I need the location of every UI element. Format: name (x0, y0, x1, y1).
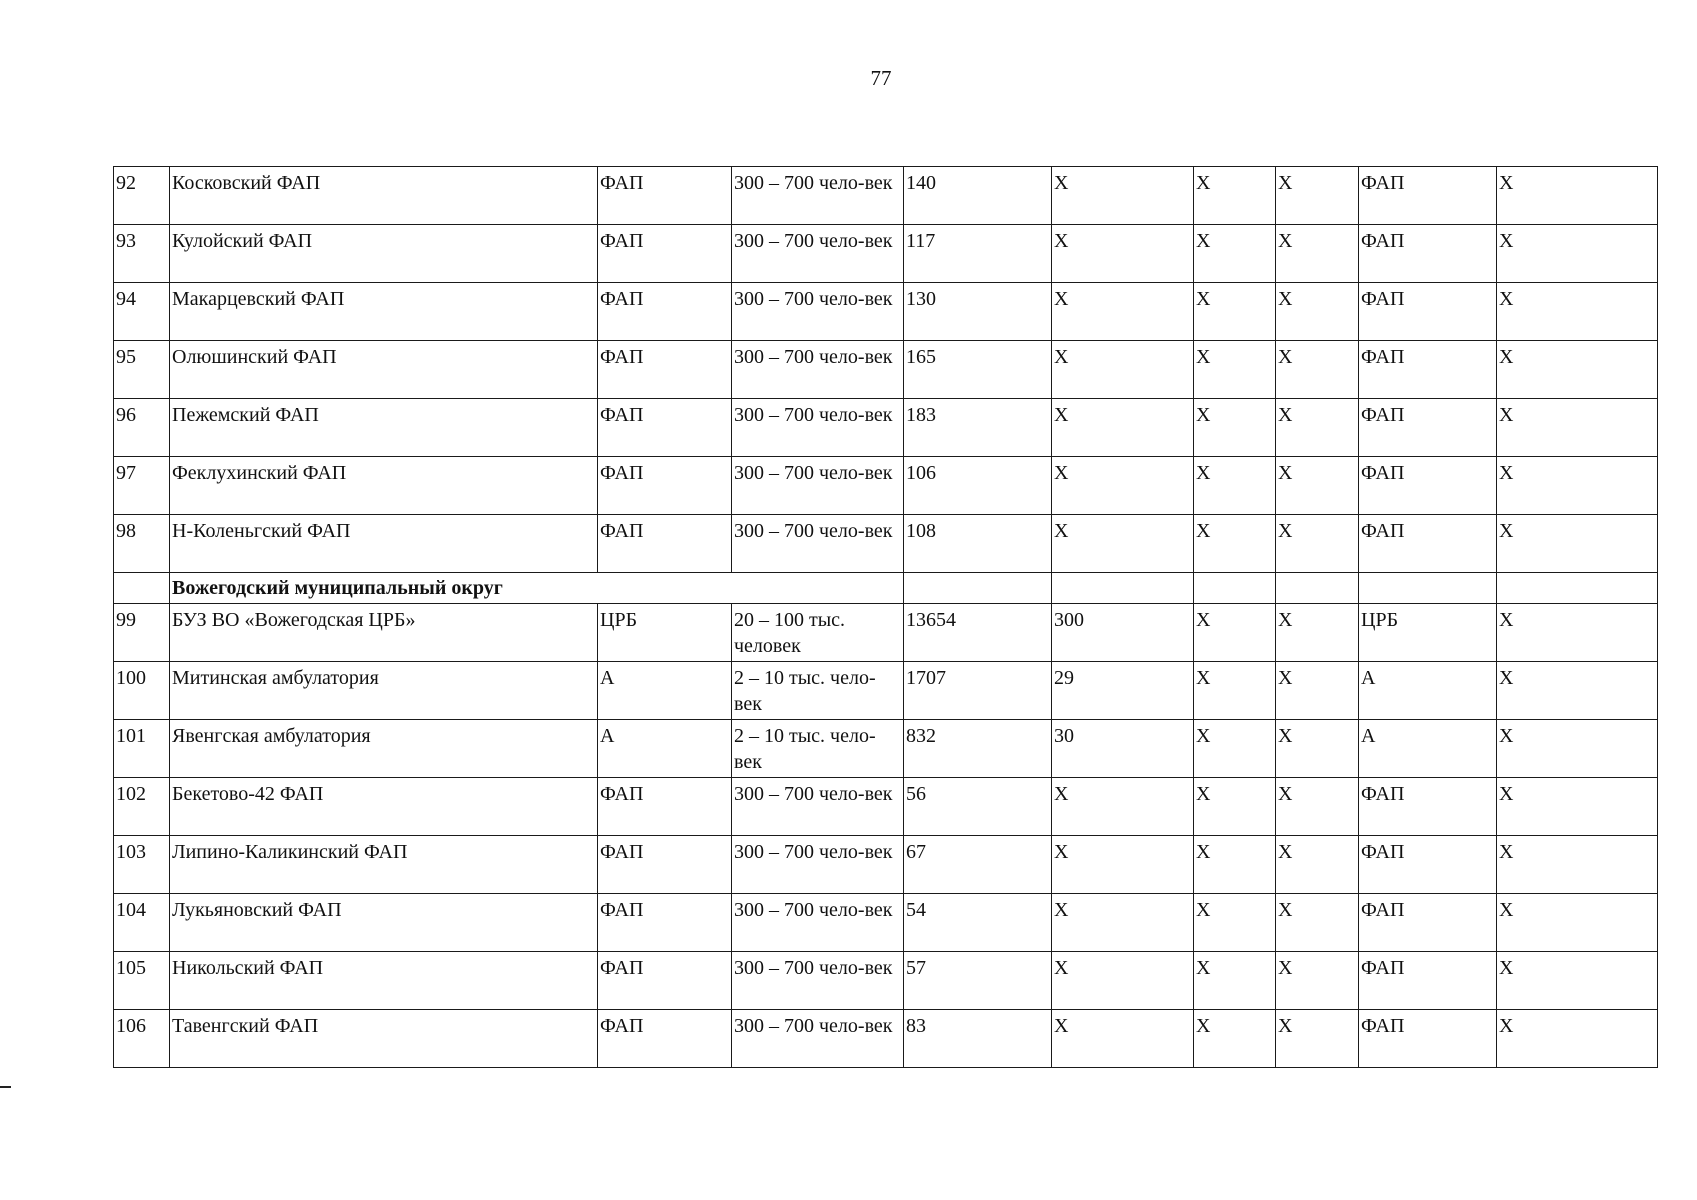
population-range-cell: 300 – 700 чело-век (732, 457, 904, 515)
value-cell-5: 130 (904, 283, 1052, 341)
value-cell-6: Х (1052, 283, 1194, 341)
value-cell-5: 54 (904, 894, 1052, 952)
value-cell-10: Х (1497, 894, 1658, 952)
value-cell-6: Х (1052, 952, 1194, 1010)
value-cell-6: Х (1052, 341, 1194, 399)
table-row (114, 952, 1658, 1010)
value-cell-8: Х (1276, 457, 1359, 515)
facility-type-cell: ФАП (598, 167, 732, 225)
facility-name-cell: Косковский ФАП (170, 167, 598, 225)
value-cell-6: Х (1052, 894, 1194, 952)
value-cell-6: Х (1052, 457, 1194, 515)
value-cell-9: ФАП (1359, 283, 1497, 341)
facility-type-cell: ФАП (598, 952, 732, 1010)
value-cell-8: Х (1276, 894, 1359, 952)
value-cell-10: Х (1497, 399, 1658, 457)
facility-name-cell: БУЗ ВО «Вожегодская ЦРБ» (170, 604, 598, 662)
row-number-cell: 104 (114, 894, 170, 952)
value-cell-6: 30 (1052, 720, 1194, 778)
facility-type-cell: ФАП (598, 283, 732, 341)
value-cell-10: Х (1497, 225, 1658, 283)
empty-cell (1194, 573, 1276, 604)
facilities-table (113, 166, 1658, 1068)
value-cell-6: Х (1052, 515, 1194, 573)
population-range-cell: 300 – 700 чело-век (732, 894, 904, 952)
facility-name-cell: Бекетово-42 ФАП (170, 778, 598, 836)
value-cell-10: Х (1497, 778, 1658, 836)
row-number-cell: 99 (114, 604, 170, 662)
value-cell-7: Х (1194, 283, 1276, 341)
empty-cell (1276, 573, 1359, 604)
value-cell-5: 832 (904, 720, 1052, 778)
value-cell-9: ФАП (1359, 399, 1497, 457)
margin-mark (0, 1086, 11, 1088)
facility-type-cell: ФАП (598, 515, 732, 573)
value-cell-8: Х (1276, 662, 1359, 720)
value-cell-8: Х (1276, 341, 1359, 399)
table-row (114, 720, 1658, 778)
value-cell-10: Х (1497, 836, 1658, 894)
row-number-cell: 105 (114, 952, 170, 1010)
facility-type-cell: ФАП (598, 894, 732, 952)
value-cell-7: Х (1194, 225, 1276, 283)
facility-name-cell: Явенгская амбулатория (170, 720, 598, 778)
table-row (114, 662, 1658, 720)
value-cell-8: Х (1276, 720, 1359, 778)
facility-type-cell: ФАП (598, 836, 732, 894)
value-cell-7: Х (1194, 778, 1276, 836)
facility-name-cell: Олюшинский ФАП (170, 341, 598, 399)
population-range-cell: 300 – 700 чело-век (732, 341, 904, 399)
value-cell-5: 83 (904, 1010, 1052, 1068)
value-cell-8: Х (1276, 167, 1359, 225)
value-cell-5: 140 (904, 167, 1052, 225)
row-number-cell: 103 (114, 836, 170, 894)
facility-type-cell: ФАП (598, 399, 732, 457)
empty-cell (114, 573, 170, 604)
population-range-cell: 300 – 700 чело-век (732, 1010, 904, 1068)
facility-name-cell: Лукьяновский ФАП (170, 894, 598, 952)
value-cell-7: Х (1194, 952, 1276, 1010)
table-row (114, 836, 1658, 894)
value-cell-7: Х (1194, 457, 1276, 515)
value-cell-9: ФАП (1359, 167, 1497, 225)
value-cell-7: Х (1194, 720, 1276, 778)
row-number-cell: 97 (114, 457, 170, 515)
value-cell-6: 300 (1052, 604, 1194, 662)
row-number-cell: 102 (114, 778, 170, 836)
facility-name-cell: Пежемский ФАП (170, 399, 598, 457)
empty-cell (1359, 573, 1497, 604)
value-cell-8: Х (1276, 225, 1359, 283)
table-row (114, 604, 1658, 662)
value-cell-7: Х (1194, 167, 1276, 225)
table-row (114, 167, 1658, 225)
empty-cell (1497, 573, 1658, 604)
value-cell-9: ФАП (1359, 836, 1497, 894)
value-cell-10: Х (1497, 341, 1658, 399)
section-title: Вожегодский муниципальный округ (170, 573, 904, 604)
value-cell-8: Х (1276, 515, 1359, 573)
population-range-cell: 300 – 700 чело-век (732, 167, 904, 225)
value-cell-9: ФАП (1359, 225, 1497, 283)
row-number-cell: 96 (114, 399, 170, 457)
table-row (114, 399, 1658, 457)
row-number-cell: 101 (114, 720, 170, 778)
value-cell-7: Х (1194, 399, 1276, 457)
value-cell-8: Х (1276, 283, 1359, 341)
population-range-cell: 300 – 700 чело-век (732, 283, 904, 341)
value-cell-10: Х (1497, 457, 1658, 515)
value-cell-8: Х (1276, 836, 1359, 894)
section-row (114, 573, 1658, 604)
value-cell-7: Х (1194, 1010, 1276, 1068)
value-cell-10: Х (1497, 283, 1658, 341)
value-cell-6: 29 (1052, 662, 1194, 720)
table-row (114, 457, 1658, 515)
value-cell-5: 56 (904, 778, 1052, 836)
value-cell-7: Х (1194, 604, 1276, 662)
table-row (114, 341, 1658, 399)
value-cell-7: Х (1194, 341, 1276, 399)
population-range-cell: 300 – 700 чело-век (732, 778, 904, 836)
facility-type-cell: ФАП (598, 778, 732, 836)
table-body (114, 167, 1658, 1068)
population-range-cell: 20 – 100 тыс. человек (732, 604, 904, 662)
empty-cell (1052, 573, 1194, 604)
value-cell-9: ФАП (1359, 457, 1497, 515)
facility-name-cell: Тавенгский ФАП (170, 1010, 598, 1068)
value-cell-6: Х (1052, 1010, 1194, 1068)
value-cell-9: А (1359, 662, 1497, 720)
value-cell-10: Х (1497, 604, 1658, 662)
row-number-cell: 94 (114, 283, 170, 341)
value-cell-7: Х (1194, 662, 1276, 720)
value-cell-6: Х (1052, 399, 1194, 457)
facility-name-cell: Митинская амбулатория (170, 662, 598, 720)
population-range-cell: 300 – 700 чело-век (732, 225, 904, 283)
value-cell-6: Х (1052, 167, 1194, 225)
value-cell-10: Х (1497, 167, 1658, 225)
value-cell-10: Х (1497, 515, 1658, 573)
empty-cell (904, 573, 1052, 604)
facility-name-cell: Кулойский ФАП (170, 225, 598, 283)
facility-type-cell: ФАП (598, 225, 732, 283)
table-row (114, 225, 1658, 283)
value-cell-6: Х (1052, 225, 1194, 283)
value-cell-9: ФАП (1359, 952, 1497, 1010)
population-range-cell: 300 – 700 чело-век (732, 836, 904, 894)
value-cell-5: 165 (904, 341, 1052, 399)
value-cell-6: Х (1052, 836, 1194, 894)
value-cell-6: Х (1052, 778, 1194, 836)
row-number-cell: 95 (114, 341, 170, 399)
value-cell-8: Х (1276, 1010, 1359, 1068)
value-cell-5: 108 (904, 515, 1052, 573)
value-cell-5: 57 (904, 952, 1052, 1010)
population-range-cell: 2 – 10 тыс. чело-век (732, 662, 904, 720)
facility-name-cell: Н-Коленьгский ФАП (170, 515, 598, 573)
table-row (114, 283, 1658, 341)
value-cell-9: ФАП (1359, 778, 1497, 836)
value-cell-5: 183 (904, 399, 1052, 457)
row-number-cell: 92 (114, 167, 170, 225)
row-number-cell: 93 (114, 225, 170, 283)
value-cell-9: ФАП (1359, 341, 1497, 399)
value-cell-8: Х (1276, 952, 1359, 1010)
value-cell-8: Х (1276, 778, 1359, 836)
facility-name-cell: Макарцевский ФАП (170, 283, 598, 341)
value-cell-9: ЦРБ (1359, 604, 1497, 662)
value-cell-5: 1707 (904, 662, 1052, 720)
value-cell-10: Х (1497, 1010, 1658, 1068)
value-cell-9: ФАП (1359, 1010, 1497, 1068)
value-cell-7: Х (1194, 894, 1276, 952)
value-cell-10: Х (1497, 952, 1658, 1010)
population-range-cell: 300 – 700 чело-век (732, 515, 904, 573)
table-row (114, 778, 1658, 836)
value-cell-8: Х (1276, 399, 1359, 457)
value-cell-5: 67 (904, 836, 1052, 894)
facility-name-cell: Никольский ФАП (170, 952, 598, 1010)
value-cell-10: Х (1497, 720, 1658, 778)
table-row (114, 1010, 1658, 1068)
table-row (114, 894, 1658, 952)
facility-name-cell: Феклухинский ФАП (170, 457, 598, 515)
value-cell-5: 13654 (904, 604, 1052, 662)
row-number-cell: 98 (114, 515, 170, 573)
value-cell-5: 117 (904, 225, 1052, 283)
population-range-cell: 300 – 700 чело-век (732, 952, 904, 1010)
value-cell-7: Х (1194, 515, 1276, 573)
value-cell-10: Х (1497, 662, 1658, 720)
table-row (114, 515, 1658, 573)
facility-type-cell: ФАП (598, 457, 732, 515)
population-range-cell: 300 – 700 чело-век (732, 399, 904, 457)
facility-type-cell: А (598, 662, 732, 720)
value-cell-5: 106 (904, 457, 1052, 515)
row-number-cell: 106 (114, 1010, 170, 1068)
population-range-cell: 2 – 10 тыс. чело-век (732, 720, 904, 778)
value-cell-9: ФАП (1359, 894, 1497, 952)
row-number-cell: 100 (114, 662, 170, 720)
value-cell-7: Х (1194, 836, 1276, 894)
value-cell-9: ФАП (1359, 515, 1497, 573)
facility-name-cell: Липино-Каликинский ФАП (170, 836, 598, 894)
facility-type-cell: А (598, 720, 732, 778)
facility-type-cell: ЦРБ (598, 604, 732, 662)
value-cell-9: А (1359, 720, 1497, 778)
facility-type-cell: ФАП (598, 1010, 732, 1068)
facility-type-cell: ФАП (598, 341, 732, 399)
value-cell-8: Х (1276, 604, 1359, 662)
page-number: 77 (870, 66, 892, 90)
